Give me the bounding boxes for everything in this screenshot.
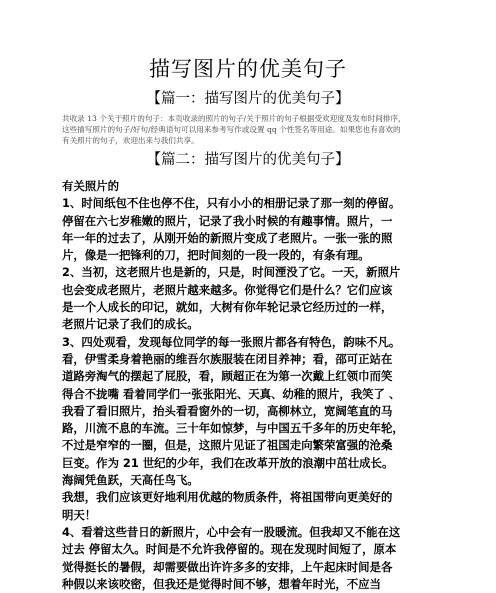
intro-paragraph	[62, 113, 440, 146]
intro-line: 这些描写照片的句子/好句/经典语句可以用来参考写作或设置 qq 个性签名等用途。如果您也有喜欢的	[62, 125, 401, 134]
body-line: 老照片记录了我们的成长。	[62, 317, 199, 332]
body-line: 明天！	[62, 507, 97, 522]
body-line: 4、看着这些昔日的新照片，心中会有一股暖流。但我却又不能在这	[62, 524, 401, 539]
body-line: 海阔凭鱼跃，天高任鸟飞。	[62, 473, 199, 488]
intro-line: 有关照片的句子，欢迎出来与我们共享。	[62, 136, 199, 145]
body-line: 种假以来该咬密，但我还是觉得时间不够，想着年时光，不应当	[62, 576, 381, 591]
section-heading-2: 【篇二：描写图片的优美句子】	[146, 152, 350, 168]
page-title: 描写图片的优美句子	[149, 57, 347, 81]
body-line: 2、当初，这老照片也是新的，只是，时间湮没了它。一天，新照片	[62, 265, 401, 280]
body-line: 我想，我们应该更好地利用优越的物质条件，将祖国带向更美好的	[62, 490, 393, 505]
section-heading-1: 【篇一：描写图片的优美句子】	[146, 91, 350, 107]
body-line: 不过是窄窄的一圈，但是，这照片见证了祖国走向繁荣富强的沧桑	[62, 438, 393, 453]
body-line: 1、时间纸包不住也停不住，只有小小的相册记录了那一刻的停留。	[62, 196, 401, 211]
body-line: 过去 停留太久。时间是不允许我停留的。现在发现时间短了，原本	[62, 542, 397, 557]
body-line: 片，像是一把锋利的刀，把时间刻的一段一段的，有条有理。	[62, 248, 370, 263]
body-line: 也会变成老照片，老照片越来越多。你觉得它们是什么？它们应该	[62, 282, 393, 297]
body-line: 停留在六七岁稚嫩的照片，记录了我小时候的有趣事情。照片，一	[62, 213, 393, 228]
body-text	[62, 178, 434, 593]
body-line: 我看了看旧照片，抬头看看窗外的一切，高柳林立，宽阔笔直的马	[62, 403, 393, 418]
body-line: 是一个人成长的印记，就如，大树有你年轮记录它经历过的一样，	[62, 300, 393, 315]
body-line: 看，伊雪柔身着艳丽的维吾尔族服装在闭目养神；看，邵可正站在	[62, 351, 393, 366]
body-line: 道路旁淘气的摆起了屁股，看，顾超正在为第一次戴上红领巾而笑	[62, 369, 393, 384]
body-line: 得合不拢嘴 看着同学们一张张阳光、天真、幼稚的照片，我笑了 、	[62, 386, 401, 401]
body-line: 年一年的过去了，从刚开始的新照片变成了老照片。一张一张的照	[62, 230, 393, 245]
body-line: 巨变。作为 21 世纪的少年，我们在改革开放的浪潮中茁壮成长。	[62, 455, 394, 470]
body-line: 觉得挺长的暑假，却需要做出许许多多的安排，上午起床时间是各	[62, 559, 393, 574]
intro-line: 共收录 13 个关于照片的句子：本页收录的照片的句子/关于照片的句子根据受欢迎度及发布时间排序，	[62, 114, 406, 123]
body-line: 有关照片的	[62, 179, 119, 193]
body-line: 路，川流不息的车流。三十年如惊梦，与中国五千多年的历史年轮，	[62, 421, 404, 436]
body-line: 3、四处观看，发现每位同学的每一张照片都各有特色，韵味不凡。	[62, 334, 401, 349]
